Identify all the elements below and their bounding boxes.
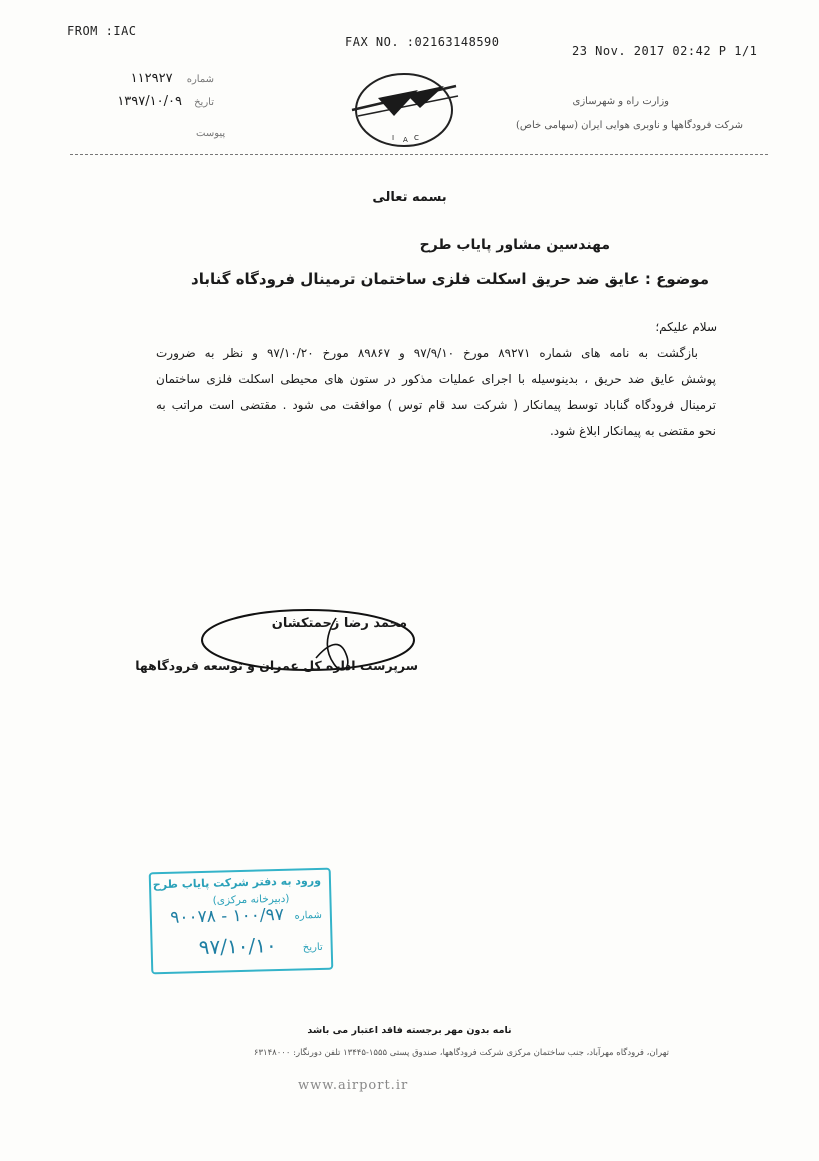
logo-letter-c: C: [414, 134, 419, 142]
body-line: ترمینال فرودگاه گناباد توسط پیمانکار ( شرکت سد قام توس ) موافقت می شود . مقتضی است مراتب به: [156, 398, 716, 412]
org-company: شرکت فرودگاهها و ناوبری هوایی ایران (سهامی خاص): [515, 120, 743, 131]
fax-datetime: 23 Nov. 2017 02:42 P 1/1: [572, 44, 758, 58]
fax-from: FROM :IAC: [67, 24, 137, 38]
iac-logo: [348, 68, 460, 148]
letter-body: [156, 340, 716, 444]
greeting: سلام علیکم؛: [655, 320, 717, 334]
stamp-number-value: ۱۰۰/۹۷ - ۹۰۰۷۸: [170, 904, 285, 928]
received-stamp: [149, 868, 334, 975]
letter-number-value: ۱۱۲۹۲۷: [130, 71, 173, 86]
letter-number-label: شماره: [186, 74, 214, 85]
stamp-line1: ورود به دفتر شرکت پایاب طرح: [152, 873, 322, 892]
letter-date-label: تاریخ: [194, 97, 214, 108]
signature-scribble: [196, 598, 428, 690]
body-line: پوشش عایق ضد حریق ، بدینوسیله با اجرای عملیات مذکور در ستون های محیطی اسکلت فلزی ساختمان: [156, 372, 716, 386]
signatory-name: محمد رضا زحمتکشان: [271, 616, 407, 631]
stamp-line2: (دبیرخانه مرکزی): [212, 892, 290, 907]
basmala: بسمه تعالی: [372, 190, 447, 205]
logo-letter-i: I: [392, 134, 395, 142]
footer-website: www.airport.ir: [298, 1078, 409, 1093]
body-line: نحو مقتضی به پیمانکار ابلاغ شود.: [549, 424, 716, 438]
recipient: مهندسین مشاور پایاب طرح: [419, 237, 610, 253]
stamp-date-label: تاریخ: [302, 941, 323, 954]
letter-number-row: [124, 71, 214, 86]
letterhead-divider: [70, 154, 768, 155]
footer-notice: نامه بدون مهر برجسته فاقد اعتبار می باشد: [307, 1025, 512, 1036]
fax-number: FAX NO. :02163148590: [345, 35, 500, 49]
stamp-date-value: ۹۷/۱۰/۱۰: [198, 933, 277, 960]
subject: موضوع : عایق ضد حریق اسکلت فلزی ساختمان ترمینال فرودگاه گناباد: [191, 270, 709, 288]
footer-address: تهران، فرودگاه مهرآباد، جنب ساختمان مرکزی شرکت فرودگاهها، صندوق پستی ۱۵۵۵-۱۳۴۴۵ تلفن دورنگار: ۶۳۱۴۸۰۰۰: [253, 1048, 669, 1058]
body-line: بازگشت به نامه های شماره ۸۹۲۷۱ مورخ ۹۷/۹/۱۰ و ۸۹۸۶۷ مورخ ۹۷/۱۰/۲۰ و نظر به ضرورت: [156, 346, 699, 360]
logo-letter-a: A: [403, 136, 408, 144]
org-ministry: وزارت راه و شهرسازی: [572, 96, 669, 107]
signatory-title: سرپرست اداره کل عمران و توسعه فرودگاهها: [135, 658, 418, 673]
letter-date-value: ۱۳۹۷/۱۰/۰۹: [117, 94, 182, 109]
stamp-number-label: شماره: [294, 909, 323, 922]
letter-date-row: [110, 94, 214, 109]
letter-attachment-label: پیوست: [196, 128, 226, 139]
